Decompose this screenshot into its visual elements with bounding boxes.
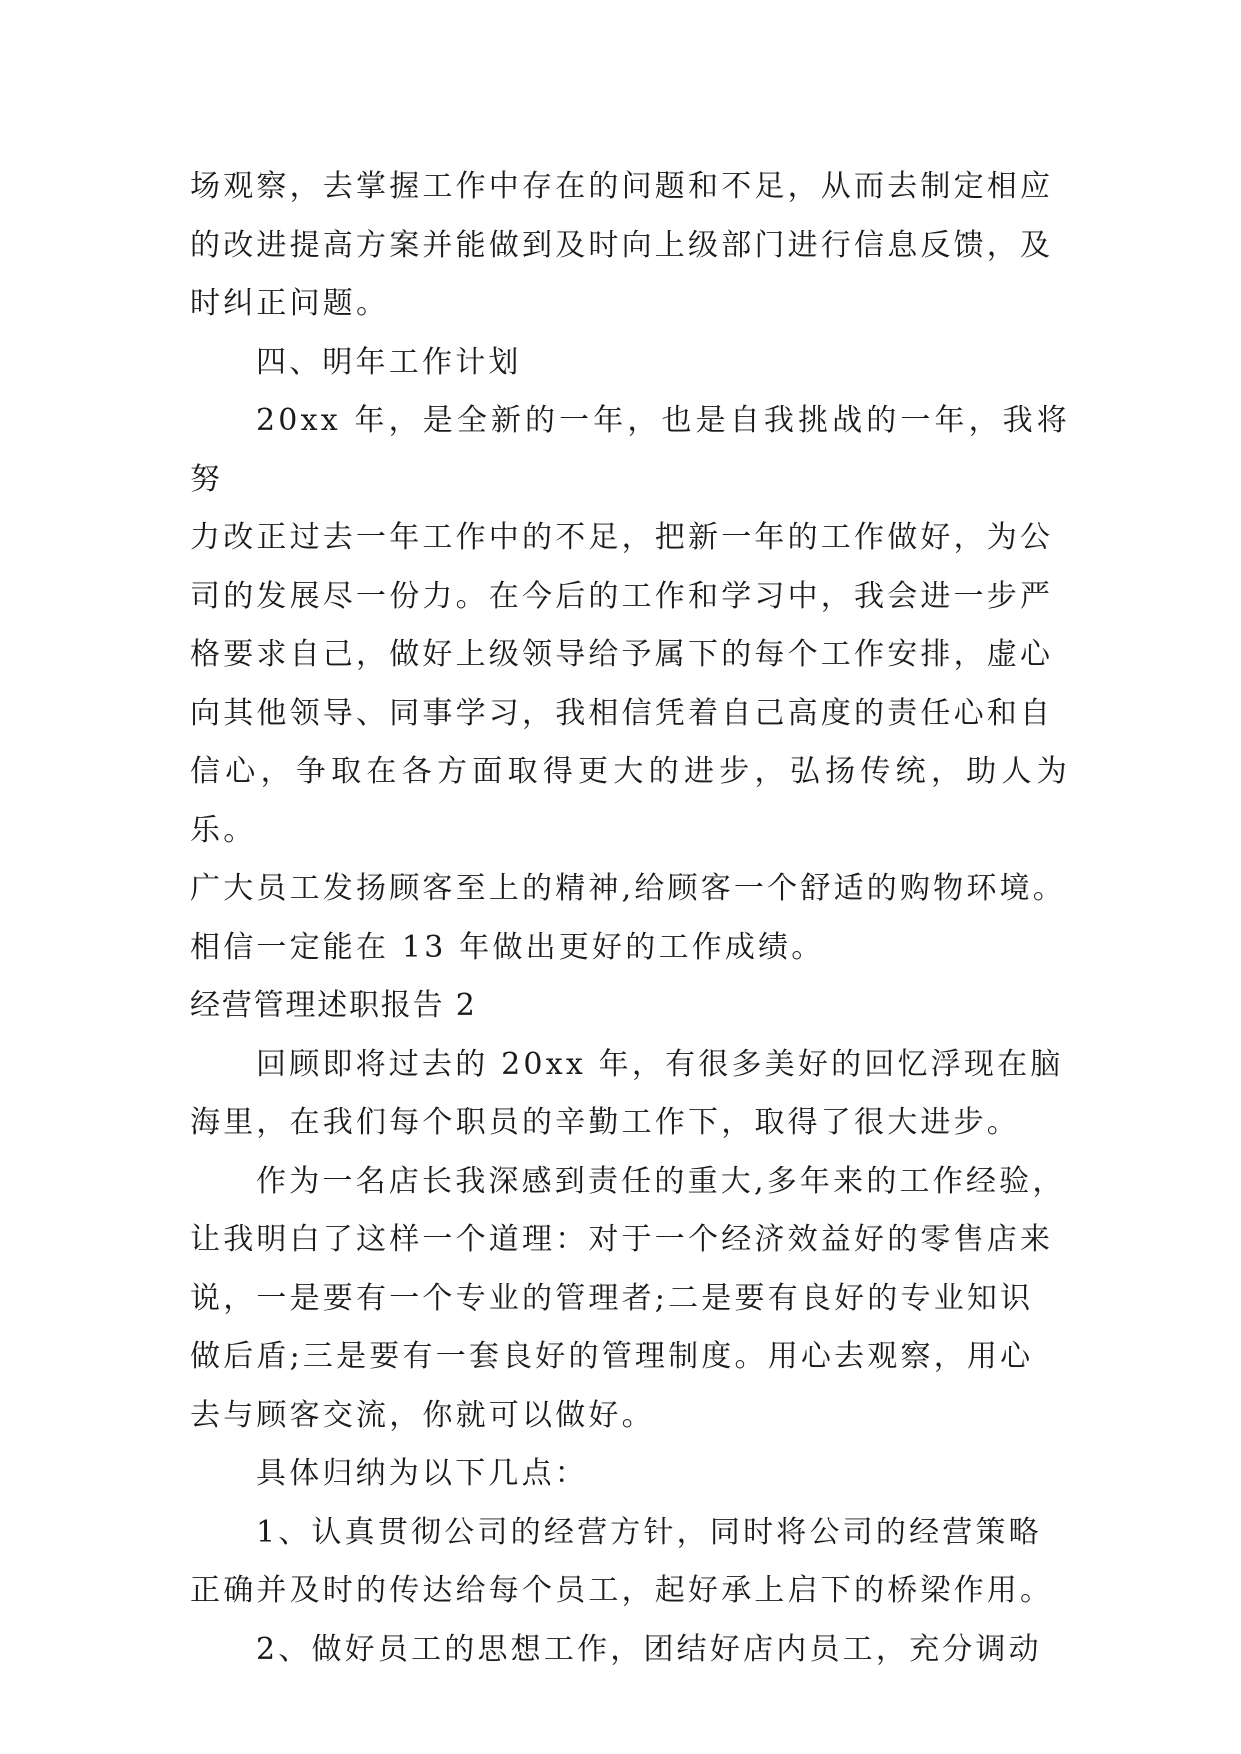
text-line: 格要求自己，做好上级领导给予属下的每个工作安排，虚心 bbox=[190, 637, 1054, 672]
text-line: 作为一名店长我深感到责任的重大,多年来的工作经验， bbox=[256, 1163, 1066, 1199]
text-line: 信心，争取在各方面取得更大的进步，弘扬传统，助人为乐。 bbox=[190, 754, 1070, 848]
text-line: 的改进提高方案并能做到及时向上级部门进行信息反馈，及 bbox=[190, 227, 1054, 263]
report-title bbox=[190, 977, 1070, 1036]
text-line: 去与顾客交流，你就可以做好。 bbox=[190, 1397, 655, 1433]
paragraph-review bbox=[190, 1036, 1070, 1153]
text-line: 具体归纳为以下几点： bbox=[256, 1456, 588, 1491]
text-line: 20xx 年，是全新的一年，也是自我挑战的一年，我将努 bbox=[190, 403, 1070, 497]
text-line: 2、做好员工的思想工作，团结好店内员工，充分调动 bbox=[256, 1631, 1042, 1667]
section-heading-next-year-plan bbox=[190, 334, 1070, 393]
text-line: 四、明年工作计划 bbox=[256, 344, 522, 380]
text-line: 司的发展尽一份力。在今后的工作和学习中，我会进一步严 bbox=[190, 578, 1054, 614]
text-line: 1、认真贯彻公司的经营方针，同时将公司的经营策略 bbox=[256, 1514, 1042, 1550]
text-line: 时纠正问题。 bbox=[190, 286, 390, 321]
list-item-2 bbox=[190, 1621, 1070, 1680]
text-line: 让我明白了这样一个道理：对于一个经济效益好的零售店来 bbox=[190, 1222, 1054, 1257]
text-line: 说，一是要有一个专业的管理者;二是要有良好的专业知识 bbox=[190, 1280, 1034, 1316]
text-line: 正确并及时的传达给每个员工，起好承上启下的桥梁作用。 bbox=[190, 1573, 1054, 1608]
text-line: 海里，在我们每个职员的辛勤工作下，取得了很大进步。 bbox=[190, 1105, 1020, 1140]
text-line: 场观察，去掌握工作中存在的问题和不足，从而去制定相应 bbox=[190, 169, 1054, 204]
document-body bbox=[190, 158, 1070, 1679]
paragraph-next-year-plan bbox=[190, 392, 1070, 977]
list-item-1 bbox=[190, 1504, 1070, 1621]
paragraph-report-feedback bbox=[190, 158, 1070, 334]
text-line: 力改正过去一年工作中的不足，把新一年的工作做好，为公 bbox=[190, 520, 1054, 555]
paragraph-summary-intro bbox=[190, 1445, 1070, 1504]
text-line: 做后盾;三是要有一套良好的管理制度。用心去观察，用心 bbox=[190, 1339, 1034, 1374]
text-line: 向其他领导、同事学习，我相信凭着自己高度的责任心和自 bbox=[190, 695, 1054, 731]
text-line: 广大员工发扬顾客至上的精神,给顾客一个舒适的购物环境。 bbox=[190, 871, 1066, 906]
text-line: 经营管理述职报告 2 bbox=[190, 988, 477, 1023]
text-line: 相信一定能在 13 年做出更好的工作成绩。 bbox=[190, 929, 825, 965]
text-line: 回顾即将过去的 20xx 年，有很多美好的回忆浮现在脑 bbox=[256, 1046, 1064, 1082]
paragraph-store-manager bbox=[190, 1153, 1070, 1446]
